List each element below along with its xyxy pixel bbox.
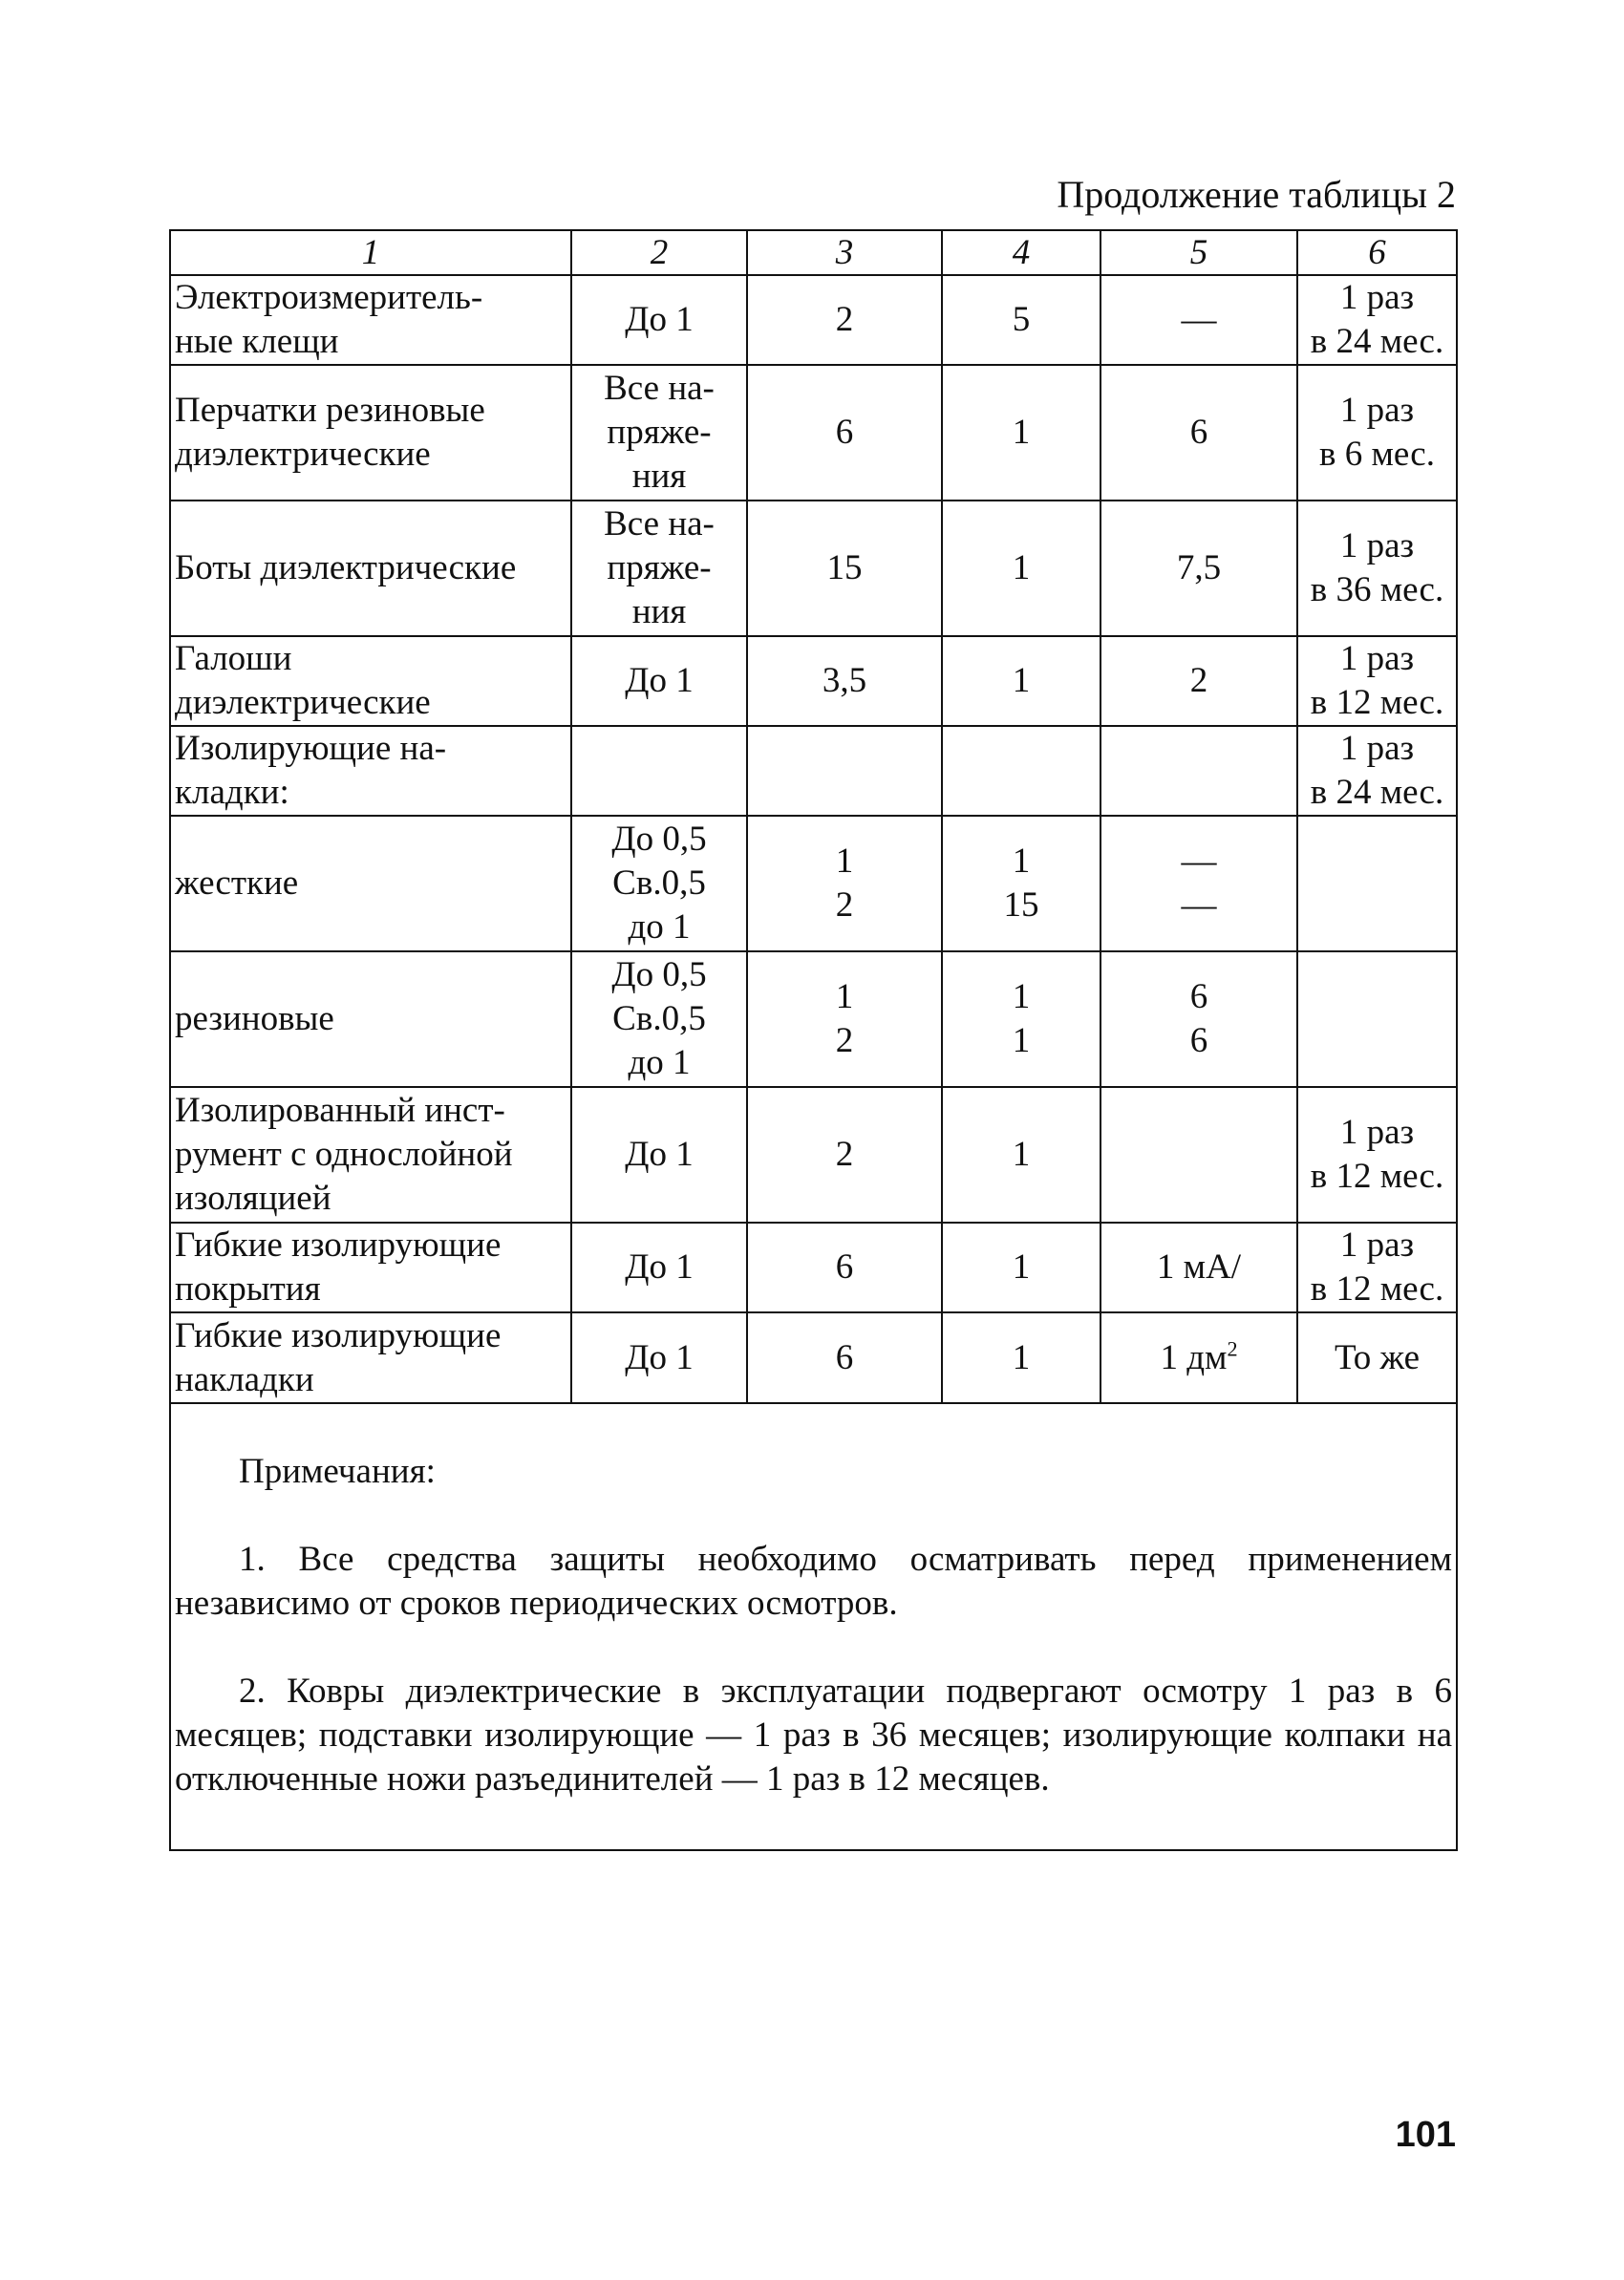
unit-text: 1 дм: [1160, 1337, 1228, 1377]
period-cell: 1 раз в 12 мес.: [1297, 636, 1457, 726]
col5-cell: [1100, 726, 1297, 816]
col4-cell: 1: [942, 1087, 1100, 1223]
voltage-cell: До 1: [571, 1223, 747, 1312]
col4-cell: 1: [942, 1312, 1100, 1403]
period-cell: 1 раз в 12 мес.: [1297, 1087, 1457, 1223]
voltage-cell: До 1: [571, 636, 747, 726]
col5-cell: —: [1100, 275, 1297, 365]
header-cell: 5: [1100, 230, 1297, 275]
col4-cell: 1: [942, 365, 1100, 501]
item-name-cell: Гибкие изолирующие покрытия: [170, 1223, 571, 1312]
item-name-cell: резиновые: [170, 951, 571, 1087]
item-name-cell: жесткие: [170, 816, 571, 951]
inspection-table: [169, 229, 1458, 1851]
period-cell: 1 раз в 24 мес.: [1297, 275, 1457, 365]
item-name-cell: Перчатки резиновые диэлектрические: [170, 365, 571, 501]
col4-cell: 1 1: [942, 951, 1100, 1087]
period-cell: 1 раз в 36 мес.: [1297, 501, 1457, 636]
col3-cell: 2: [747, 1087, 942, 1223]
table-row: [170, 275, 1457, 365]
header-cell: 6: [1297, 230, 1457, 275]
col5-cell: 1 мА/: [1100, 1223, 1297, 1312]
col3-cell: 6: [747, 1312, 942, 1403]
table-row: [170, 951, 1457, 1087]
voltage-cell: До 1: [571, 275, 747, 365]
table-row: [170, 1223, 1457, 1312]
header-cell: 2: [571, 230, 747, 275]
period-cell: [1297, 951, 1457, 1087]
table-caption: Продолжение таблицы 2: [1057, 173, 1456, 216]
voltage-cell: Все на- пряже- ния: [571, 365, 747, 501]
item-name-cell: Изолирующие на- кладки:: [170, 726, 571, 816]
period-cell: 1 раз в 6 мес.: [1297, 365, 1457, 501]
period-cell: 1 раз в 12 мес.: [1297, 1223, 1457, 1312]
col5-cell: 6 6: [1100, 951, 1297, 1087]
voltage-cell: Все на- пряже- ния: [571, 501, 747, 636]
col5-cell: [1100, 1312, 1297, 1403]
table-row: [170, 726, 1457, 816]
col4-cell: [942, 726, 1100, 816]
col4-cell: 1 15: [942, 816, 1100, 951]
col4-cell: 5: [942, 275, 1100, 365]
col3-cell: 3,5: [747, 636, 942, 726]
table-row: [170, 1312, 1457, 1403]
item-name-cell: Галоши диэлектрические: [170, 636, 571, 726]
col3-cell: 2: [747, 275, 942, 365]
item-name-cell: Гибкие изолирующие накладки: [170, 1312, 571, 1403]
col5-cell: 6: [1100, 365, 1297, 501]
col3-cell: 6: [747, 365, 942, 501]
col4-cell: 1: [942, 1223, 1100, 1312]
voltage-cell: До 0,5 Св.0,5 до 1: [571, 816, 747, 951]
notes-title: Примечания:: [239, 1452, 436, 1491]
period-cell: 1 раз в 24 мес.: [1297, 726, 1457, 816]
voltage-cell: До 0,5 Св.0,5 до 1: [571, 951, 747, 1087]
header-cell: 4: [942, 230, 1100, 275]
period-cell: [1297, 816, 1457, 951]
notes-row: [170, 1403, 1457, 1850]
col3-cell: 1 2: [747, 816, 942, 951]
col4-cell: 1: [942, 501, 1100, 636]
voltage-cell: До 1: [571, 1312, 747, 1403]
note-item: 2. Ковры диэлектрические в эксплуатации подвергают осмотру 1 раз в 6 месяцев; подставки изолирующие — 1 раз в 36 месяцев; изолирующие колпаки на отключенные ножи разъединителей — 1 раз в 12 месяцев.: [175, 1672, 1452, 1799]
item-name-cell: Изолированный инст- румент с однослойной изоляцией: [170, 1087, 571, 1223]
table-row: [170, 816, 1457, 951]
voltage-cell: До 1: [571, 1087, 747, 1223]
table-row: [170, 501, 1457, 636]
table-row: [170, 365, 1457, 501]
unit-exponent: 2: [1227, 1336, 1238, 1361]
page-number: 101: [1395, 2115, 1456, 2155]
col3-cell: 15: [747, 501, 942, 636]
table-row: [170, 636, 1457, 726]
col3-cell: [747, 726, 942, 816]
period-cell: То же: [1297, 1312, 1457, 1403]
col5-cell: [1100, 1087, 1297, 1223]
item-name-cell: Боты диэлектрические: [170, 501, 571, 636]
notes-cell: [170, 1403, 1457, 1850]
col5-cell: — —: [1100, 816, 1297, 951]
voltage-cell: [571, 726, 747, 816]
col5-cell: 2: [1100, 636, 1297, 726]
col5-cell: 7,5: [1100, 501, 1297, 636]
col3-cell: 1 2: [747, 951, 942, 1087]
header-cell: 1: [170, 230, 571, 275]
header-cell: 3: [747, 230, 942, 275]
note-item: 1. Все средства защиты необходимо осматривать перед применением независимо от сроков периодических осмотров.: [175, 1540, 1452, 1623]
col4-cell: 1: [942, 636, 1100, 726]
table-row: [170, 1087, 1457, 1223]
item-name-cell: Электроизмеритель- ные клещи: [170, 275, 571, 365]
col3-cell: 6: [747, 1223, 942, 1312]
table-header-row: [170, 230, 1457, 275]
